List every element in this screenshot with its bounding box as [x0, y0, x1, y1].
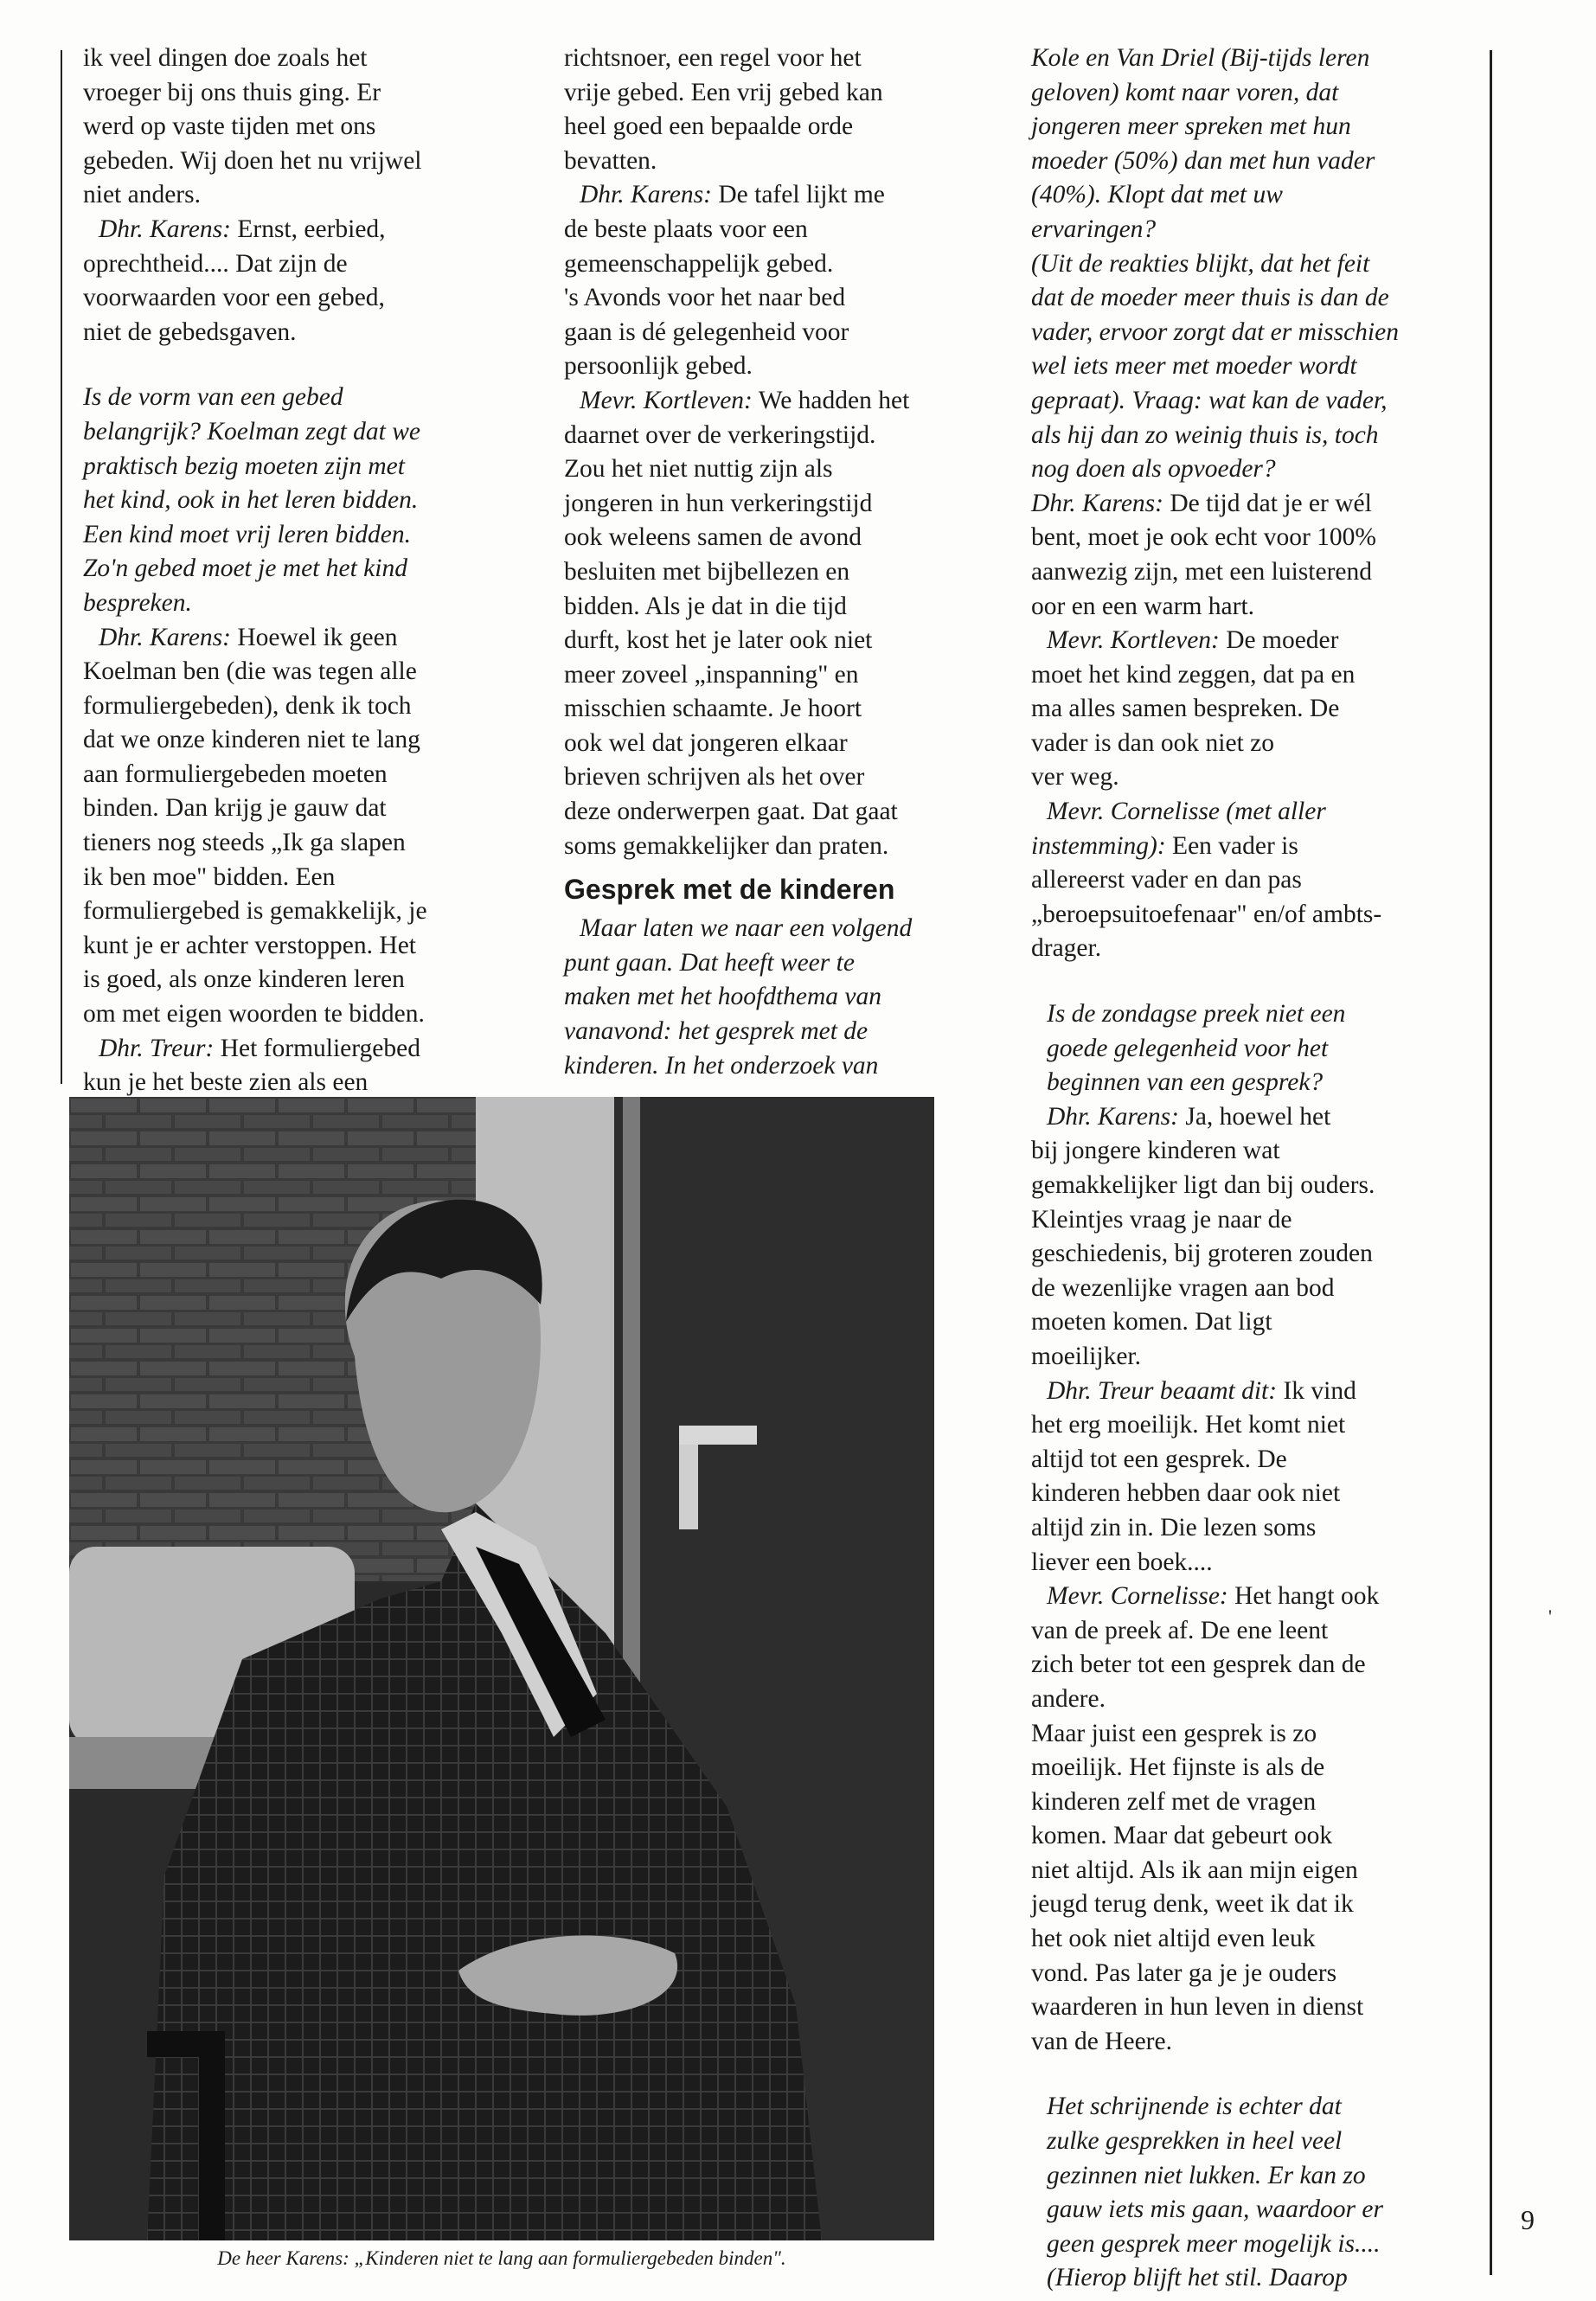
text-line: „beroepsuitoefenaar" en/of ambts- — [1031, 900, 1382, 928]
text-line: kun je het beste zien als een — [83, 1068, 369, 1097]
text-line: dat we onze kinderen niet te lang — [83, 726, 420, 754]
text-line: formuliergebed is gemakkelijk, je — [83, 897, 427, 926]
text-line: voorwaarden voor een gebed, — [83, 284, 385, 312]
column-rule-right — [1490, 50, 1492, 2275]
column-3 — [1031, 42, 1481, 2296]
text-line: (Hierop blijft het stil. Daarop — [1047, 2264, 1348, 2292]
text-line: (Uit de reakties blijkt, dat het feit — [1031, 249, 1370, 278]
text-line: vader, ervoor zorgt dat er misschien — [1031, 317, 1399, 346]
text-line: Maar juist een gesprek is zo — [1031, 1719, 1317, 1747]
text-line: formuliergebeden), denk ik toch — [83, 691, 412, 720]
text-line — [1031, 1580, 1481, 1614]
speaker-name: instemming): — [1031, 831, 1166, 860]
speaker-text: De moeder — [1219, 626, 1339, 655]
text-line: brieven schrijven als het over — [564, 763, 865, 792]
text-line: maken met het hoofdthema van — [564, 983, 882, 1011]
text-line: van de preek af. De ene leent — [1031, 1616, 1329, 1644]
text-line: kinderen zelf met de vragen — [1031, 1787, 1317, 1816]
text-line: Zo'n gebed moet je met het kind — [83, 554, 407, 583]
text-line: richtsnoer, een regel voor het — [564, 44, 862, 72]
speaker-text: Een vader is — [1165, 831, 1298, 860]
text-line: ook wel dat jongeren elkaar — [564, 728, 848, 757]
text-line: jeugd terug denk, weet ik dat ik — [1031, 1890, 1354, 1919]
text-line: ervaringen? — [1031, 215, 1157, 243]
text-line: soms gemakkelijker dan praten. — [564, 831, 889, 860]
speaker-name: Dhr. Karens: — [580, 181, 712, 209]
text-line: Kole en Van Driel (Bij-tijds leren — [1031, 44, 1370, 72]
speaker-name: Mevr. Kortleven: — [580, 386, 753, 414]
text-line: niet anders. — [83, 181, 201, 209]
speaker-text: Ernst, eerbied, — [230, 215, 386, 243]
text-line: zulke gesprekken in heel veel — [1047, 2127, 1343, 2156]
text-line: misschien schaamte. Je hoort — [564, 695, 862, 723]
text-line — [1031, 487, 1481, 522]
text-line: bespreken. — [83, 588, 192, 617]
text-line: persoonlijk gebed. — [564, 352, 753, 381]
text-line: Is de zondagse preek niet een — [1047, 1000, 1346, 1029]
text-line: vader is dan ook niet zo — [1031, 728, 1274, 757]
text-line: Een kind moet vrij leren bidden. — [83, 520, 412, 548]
text-line: meer zoveel „inspanning" en — [564, 660, 859, 689]
text-line: het erg moeilijk. Het komt niet — [1031, 1411, 1346, 1439]
text-line: gepraat). Vraag: wat kan de vader, — [1031, 386, 1388, 414]
text-line: ook weleens samen de avond — [564, 523, 862, 552]
text-line: kinderen hebben daar ook niet — [1031, 1479, 1341, 1508]
text-line: gemakkelijker ligt dan bij ouders. — [1031, 1171, 1375, 1199]
text-line: geschiedenis, bij groteren zouden — [1031, 1240, 1373, 1268]
text-line: deze onderwerpen gaat. Dat gaat — [564, 798, 898, 826]
text-line — [83, 621, 533, 656]
speaker-name: Mevr. Cornelisse: — [1047, 1582, 1228, 1611]
section-heading: Gesprek met de kinderen — [564, 874, 895, 906]
paragraph-gap — [1031, 966, 1481, 997]
paragraph-gap — [83, 349, 533, 381]
text-line: wel iets meer met moeder wordt — [1031, 352, 1357, 381]
speaker-text: Hoewel ik geen — [230, 623, 398, 651]
text-line — [1031, 624, 1481, 658]
text-line: Koelman ben (die was tegen alle — [83, 657, 417, 686]
speaker-name: Mevr. Kortleven: — [1047, 626, 1220, 655]
margin-mark: ' — [1548, 1606, 1552, 1627]
speaker-text: De tijd dat je er wél — [1163, 489, 1372, 517]
text-line: durft, kost het je later ook niet — [564, 626, 873, 655]
text-line: gauw iets mis gaan, waardoor er — [1047, 2195, 1383, 2224]
text-line: van de Heere. — [1031, 2027, 1172, 2055]
text-line: Kleintjes vraag je naar de — [1031, 1205, 1292, 1234]
text-line — [564, 384, 1031, 419]
text-line: ik ben moe" bidden. Een — [83, 862, 336, 891]
speaker-name: Dhr. Karens: — [99, 623, 231, 651]
text-line — [1031, 1100, 1481, 1135]
text-line — [83, 1032, 533, 1067]
text-line: (40%). Klopt dat met uw — [1031, 181, 1283, 209]
text-line: belangrijk? Koelman zegt dat we — [83, 417, 421, 445]
text-line: de beste plaats voor een — [564, 215, 808, 243]
text-line: is goed, als onze kinderen leren — [83, 965, 405, 994]
text-line: ik veel dingen doe zoals het — [83, 44, 368, 72]
text-line: geloven) komt naar voren, dat — [1031, 78, 1339, 106]
speaker-name: Dhr. Treur beaamt dit: — [1047, 1376, 1278, 1405]
text-line: waarderen in hun leven in dienst — [1031, 1993, 1364, 2022]
speaker-text: Ja, hoewel het — [1178, 1102, 1331, 1131]
text-line: niet de gebedsgaven. — [83, 317, 297, 346]
text-line: andere. — [1031, 1684, 1106, 1713]
text-line: bidden. Als je dat in die tijd — [564, 592, 847, 620]
speaker-text: De tafel lijkt me — [711, 181, 885, 209]
text-line: Is de vorm van een gebed — [83, 383, 343, 412]
text-line: dat de moeder meer thuis is dan de — [1031, 284, 1389, 312]
text-line: heel goed een bepaalde orde — [564, 112, 854, 141]
speaker-name: Dhr. Karens: — [99, 215, 231, 243]
text-line: bevatten. — [564, 146, 657, 175]
text-line: vond. Pas later ga je je ouders — [1031, 1958, 1337, 1987]
text-line: kunt je er achter verstoppen. Het — [83, 931, 416, 959]
text-line — [564, 178, 1031, 213]
text-line — [83, 213, 533, 247]
text-line: de wezenlijke vragen aan bod — [1031, 1273, 1335, 1302]
text-line: altijd tot een gesprek. De — [1031, 1445, 1287, 1473]
speaker-text: Het hangt ook — [1227, 1582, 1380, 1611]
speaker-text: Het formuliergebed — [214, 1034, 420, 1062]
text-line: goede gelegenheid voor het — [1047, 1034, 1329, 1062]
text-line: moeten komen. Dat ligt — [1031, 1308, 1272, 1336]
text-line: 's Avonds voor het naar bed — [564, 284, 846, 312]
text-line: komen. Maar dat gebeurt ook — [1031, 1822, 1333, 1850]
text-line: oprechtheid.... Dat zijn de — [83, 249, 348, 278]
text-line: beginnen van een gesprek? — [1047, 1068, 1324, 1097]
photo-speaker — [69, 1097, 934, 2240]
text-line: altijd zin in. Die lezen soms — [1031, 1513, 1317, 1541]
column-2 — [564, 42, 1031, 1083]
text-line: jongeren meer spreken met hun — [1031, 112, 1351, 141]
text-line: Zou het niet nuttig zijn als — [564, 455, 833, 484]
text-line — [1031, 830, 1481, 864]
text-line: niet altijd. Als ik aan mijn eigen — [1031, 1856, 1358, 1884]
text-line: ver weg. — [1031, 763, 1119, 792]
text-line: daarnet over de verkeringstijd. — [564, 420, 876, 449]
speaker-name: Dhr. Karens: — [1031, 489, 1163, 517]
text-line: nog doen als opvoeder? — [1031, 455, 1276, 484]
text-line: gemeenschappelijk gebed. — [564, 249, 834, 278]
text-line: geen gesprek meer mogelijk is.... — [1047, 2229, 1381, 2258]
text-line: jongeren in hun verkeringstijd — [564, 489, 873, 517]
text-line: als hij dan zo weinig thuis is, toch — [1031, 420, 1379, 449]
speaker-text: We hadden het — [752, 386, 910, 414]
text-line: moeilijker. — [1031, 1342, 1141, 1370]
paragraph-gap — [1031, 2059, 1481, 2090]
text-line: gaan is dé gelegenheid voor — [564, 317, 849, 346]
photo-caption: De heer Karens: „Kinderen niet te lang aan formuliergebeden binden". — [217, 2247, 786, 2269]
text-line — [1031, 1375, 1481, 1409]
text-line: om met eigen woorden te bidden. — [83, 1000, 425, 1029]
text-line: liever een boek.... — [1031, 1548, 1213, 1576]
text-line: praktisch bezig moeten zijn met — [83, 452, 405, 480]
text-line: moeder (50%) dan met hun vader — [1031, 146, 1375, 175]
text-line: zich beter tot een gesprek dan de — [1031, 1650, 1366, 1679]
text-line: gebeden. Wij doen het nu vrijwel — [83, 146, 422, 175]
text-line: allereerst vader en dan pas — [1031, 866, 1302, 894]
speaker-text: Ik vind — [1277, 1376, 1356, 1405]
text-line: tieners nog steeds „Ik ga slapen — [83, 829, 406, 857]
text-line: vrije gebed. Een vrij gebed kan — [564, 78, 883, 106]
text-line: drager. — [1031, 934, 1102, 963]
text-line: besluiten met bijbellezen en — [564, 557, 850, 586]
text-line: gezinnen niet lukken. Er kan zo — [1047, 2161, 1366, 2189]
text-line: het kind, ook in het leren bidden. — [83, 486, 419, 515]
text-line: vanavond: het gesprek met de — [564, 1017, 869, 1046]
text-line: vroeger bij ons thuis ging. Er — [83, 78, 381, 106]
text-line: moet het kind zeggen, dat pa en — [1031, 660, 1356, 689]
text-line: ma alles samen bespreken. De — [1031, 695, 1340, 723]
text-line: aan formuliergebeden moeten — [83, 760, 388, 788]
text-line: aanwezig zijn, met een luisterend — [1031, 557, 1372, 586]
text-line: moeilijk. Het fijnste is als de — [1031, 1753, 1325, 1782]
column-rule-left — [61, 50, 62, 1084]
text-line: het ook niet altijd even leuk — [1031, 1925, 1316, 1953]
text-line: binden. Dan krijg je gauw dat — [83, 794, 387, 823]
page-number: 9 — [1521, 2204, 1535, 2235]
text-line: werd op vaste tijden met ons — [83, 112, 376, 141]
speaker-name: Dhr. Karens: — [1047, 1102, 1179, 1131]
text-line: Het schrijnende is echter dat — [1047, 2093, 1342, 2121]
text-line: punt gaan. Dat heeft weer te — [564, 948, 855, 977]
speaker-name: Dhr. Treur: — [99, 1034, 215, 1062]
column-1 — [83, 42, 533, 1100]
text-line: Maar laten we naar een volgend — [580, 914, 913, 943]
text-line: oor en een warm hart. — [1031, 592, 1255, 620]
text-line: bent, moet je ook echt voor 100% — [1031, 523, 1376, 552]
text-line: bij jongere kinderen wat — [1031, 1137, 1280, 1165]
text-line: kinderen. In het onderzoek van — [564, 1051, 879, 1080]
text-line: Mevr. Cornelisse (met aller — [1047, 798, 1326, 826]
